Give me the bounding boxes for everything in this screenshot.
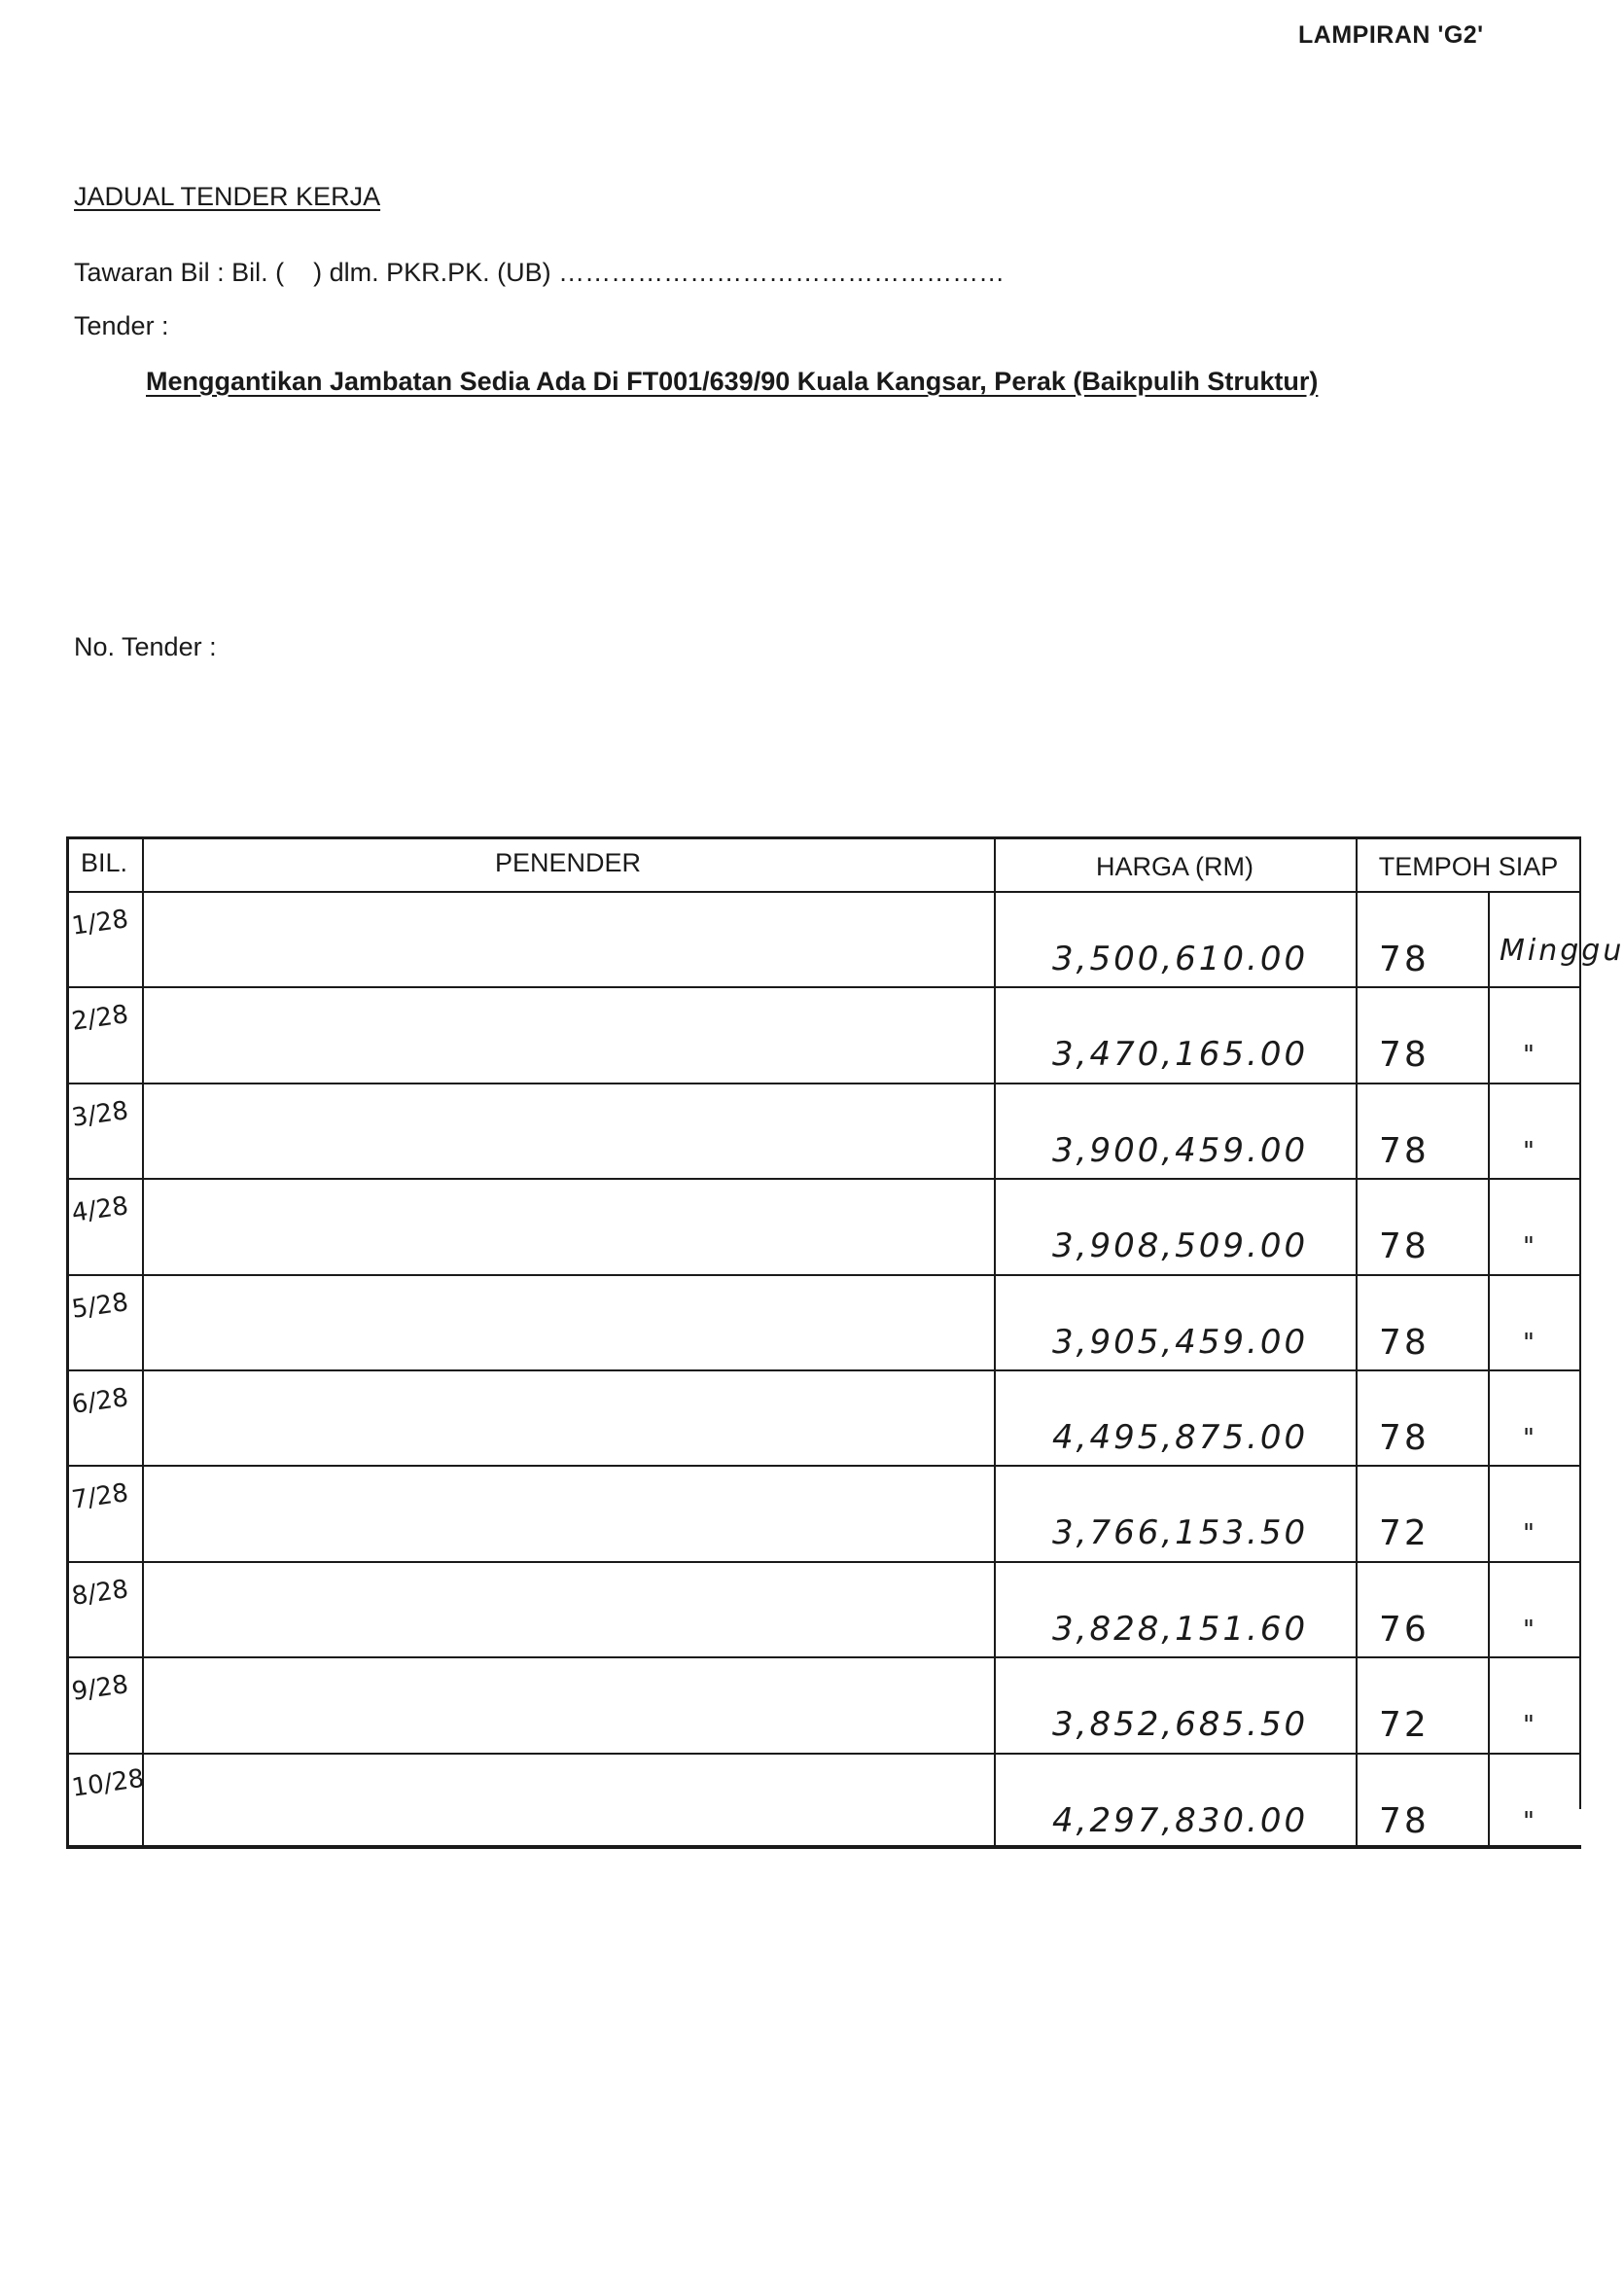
tawaran-line: Tawaran Bil : Bil. ( ) dlm. PKR.PK. (UB) …………………………………………… bbox=[74, 258, 1006, 287]
bil-cell: 7/28 bbox=[69, 1478, 130, 1516]
harga-cell: 3,828,151.60 bbox=[1052, 1609, 1309, 1649]
tempoh-days-cell: 78 bbox=[1379, 1130, 1430, 1171]
header-penender: PENENDER bbox=[494, 848, 642, 877]
harga-cell: 3,900,459.00 bbox=[1052, 1130, 1309, 1170]
row-divider bbox=[66, 1369, 1581, 1371]
row-divider bbox=[66, 1561, 1581, 1563]
harga-cell: 3,905,459.00 bbox=[1052, 1322, 1309, 1362]
tempoh-unit-cell: Minggu bbox=[1500, 934, 1624, 968]
bil-cell: 3/28 bbox=[69, 1095, 130, 1133]
tender-label: Tender : bbox=[74, 311, 169, 340]
bil-cell: 9/28 bbox=[69, 1670, 130, 1708]
bil-cell: 8/28 bbox=[69, 1574, 130, 1612]
table-top-border bbox=[66, 836, 1581, 839]
row-divider bbox=[66, 1083, 1581, 1084]
header-tempoh: TEMPOH SIAP bbox=[1378, 852, 1559, 881]
harga-cell: 3,852,685.50 bbox=[1052, 1705, 1309, 1745]
bil-cell: 2/28 bbox=[69, 1000, 130, 1038]
bil-cell: 10/28 bbox=[69, 1763, 147, 1803]
row-divider bbox=[66, 1465, 1581, 1467]
tempoh-unit-cell: " bbox=[1523, 1041, 1537, 1071]
row-divider bbox=[66, 1178, 1581, 1180]
lampiran-label: LAMPIRAN 'G2' bbox=[1298, 21, 1484, 49]
header-harga: HARGA (RM) bbox=[1096, 852, 1253, 881]
bil-cell: 6/28 bbox=[69, 1383, 130, 1420]
tempoh-days-cell: 72 bbox=[1379, 1513, 1430, 1554]
table-right-border bbox=[1579, 836, 1581, 1809]
bil-cell: 5/28 bbox=[69, 1287, 130, 1325]
tempoh-unit-cell: " bbox=[1523, 1136, 1537, 1166]
harga-cell: 4,495,875.00 bbox=[1052, 1418, 1309, 1457]
tender-table bbox=[66, 836, 1624, 1848]
tempoh-days-cell: 78 bbox=[1379, 1226, 1430, 1267]
bil-cell: 1/28 bbox=[69, 905, 130, 942]
bil-cell: 4/28 bbox=[69, 1191, 130, 1229]
tempoh-days-cell: 78 bbox=[1379, 1800, 1430, 1841]
table-header-divider bbox=[66, 891, 1581, 893]
tempoh-days-cell: 76 bbox=[1379, 1609, 1430, 1650]
row-divider bbox=[66, 1656, 1581, 1658]
tempoh-days-cell: 72 bbox=[1379, 1705, 1430, 1746]
tempoh-days-cell: 78 bbox=[1379, 1418, 1430, 1458]
harga-cell: 3,470,165.00 bbox=[1052, 1035, 1309, 1075]
harga-cell: 3,500,610.00 bbox=[1052, 940, 1309, 978]
tempoh-days-cell: 78 bbox=[1379, 940, 1430, 979]
header-bil: BIL. bbox=[80, 848, 128, 877]
table-bottom-border bbox=[66, 1845, 1581, 1849]
row-divider bbox=[66, 1274, 1581, 1276]
tempoh-days-cell: 78 bbox=[1379, 1322, 1430, 1363]
row-divider bbox=[66, 1753, 1581, 1755]
tempoh-unit-cell: " bbox=[1523, 1711, 1537, 1741]
tempoh-unit-cell: " bbox=[1523, 1328, 1537, 1358]
tender-title: Menggantikan Jambatan Sedia Ada Di FT001/639/90 Kuala Kangsar, Perak (Baikpulih Struktur) bbox=[146, 367, 1319, 396]
row-divider bbox=[66, 986, 1581, 988]
harga-cell: 3,908,509.00 bbox=[1052, 1226, 1309, 1266]
no-tender-label: No. Tender : bbox=[74, 632, 217, 661]
tempoh-unit-cell: " bbox=[1523, 1806, 1537, 1836]
tempoh-unit-cell: " bbox=[1523, 1232, 1537, 1262]
document-heading: JADUAL TENDER KERJA bbox=[74, 182, 381, 211]
tempoh-unit-cell: " bbox=[1523, 1519, 1537, 1549]
tempoh-unit-cell: " bbox=[1523, 1424, 1537, 1453]
tempoh-unit-cell: " bbox=[1523, 1615, 1537, 1645]
tempoh-days-cell: 78 bbox=[1379, 1035, 1430, 1076]
harga-cell: 4,297,830.00 bbox=[1052, 1800, 1309, 1840]
harga-cell: 3,766,153.50 bbox=[1052, 1513, 1309, 1553]
